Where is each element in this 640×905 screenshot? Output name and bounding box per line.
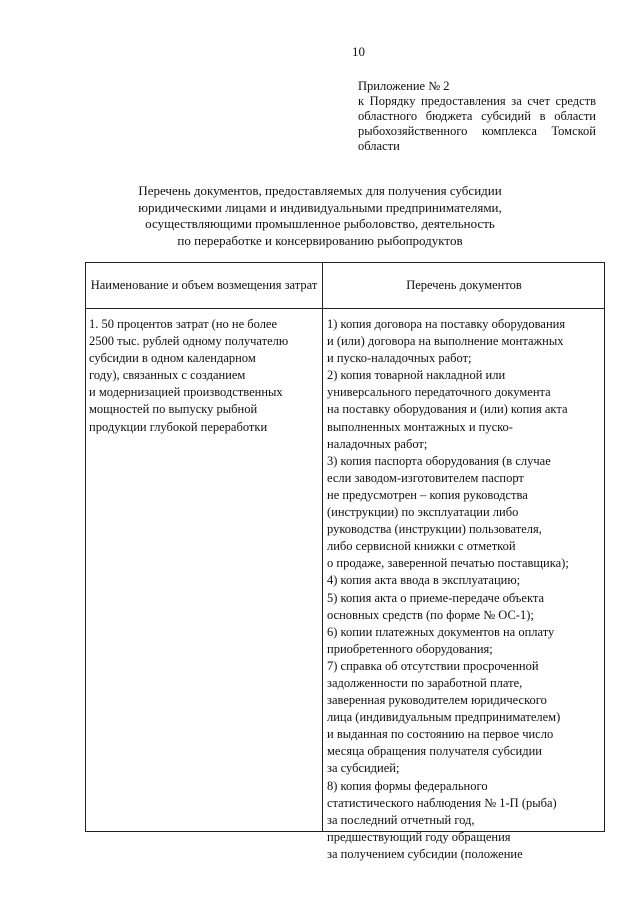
document-line: лица (индивидуальным предпринимателем) xyxy=(327,710,561,725)
document-line: задолженности по заработной плате, xyxy=(327,675,523,690)
header-document-list: Перечень документов xyxy=(406,278,522,292)
document-line: и пуско-наладочных работ; xyxy=(327,351,472,366)
appendix-line: Приложение № 2 xyxy=(358,79,450,93)
document-line: за последний отчетный год, xyxy=(327,812,475,827)
document-title xyxy=(100,183,540,249)
appendix-line: к Порядку предоставления за счет средств xyxy=(358,94,596,108)
document-line: на поставку оборудования и (или) копия акта xyxy=(327,402,568,417)
document-line: за субсидией; xyxy=(327,761,400,776)
document-line: (инструкции) по эксплуатации либо xyxy=(327,505,519,520)
appendix-note xyxy=(358,79,596,154)
document-line: заверенная руководителем юридического xyxy=(327,693,547,708)
table-column-divider xyxy=(322,263,323,831)
document-line: приобретенного оборудования; xyxy=(327,641,493,656)
document-line: и выданная по состоянию на первое число xyxy=(327,727,554,742)
appendix-line: рыбохозяйственного комплекса Томской xyxy=(358,124,596,138)
cost-line: мощностей по выпуску рыбной xyxy=(89,402,258,417)
document-line: за получением субсидии (положение xyxy=(327,846,523,861)
document-line: 7) справка об отсутствии просроченной xyxy=(327,658,539,673)
document-line: 1) копия договора на поставку оборудования xyxy=(327,317,566,331)
document-line: 5) копия акта о приеме-передаче объекта xyxy=(327,590,545,605)
cost-line: продукции глубокой переработки xyxy=(89,419,268,434)
document-line: месяца обращения получателя субсидии xyxy=(327,744,542,759)
document-line: 8) копия формы федерального xyxy=(327,778,488,793)
title-line: юридическими лицами и индивидуальными предпринимателями, xyxy=(138,199,502,215)
title-line: Перечень документов, предоставляемых для получения субсидии xyxy=(138,183,502,198)
document-line: выполненных монтажных и пуско- xyxy=(327,419,513,434)
document-list-cell xyxy=(327,316,603,863)
document-line: и (или) договора на выполнение монтажных xyxy=(327,334,564,349)
document-line: основных средств (по форме № ОС-1); xyxy=(327,607,534,622)
cost-line: и модернизацией производственных xyxy=(89,385,283,400)
document-line: не предусмотрен – копия руководства xyxy=(327,487,528,502)
page-number: 10 xyxy=(352,44,365,59)
document-line: 6) копии платежных документов на оплату xyxy=(327,624,555,639)
document-line: универсального передаточного документа xyxy=(327,385,551,400)
document-line: предшествующий году обращения xyxy=(327,829,511,844)
document-line: 4) копия акта ввода в эксплуатацию; xyxy=(327,573,521,588)
appendix-line: области xyxy=(358,139,400,153)
document-line: если заводом-изготовителем паспорт xyxy=(327,470,524,485)
table-header-divider xyxy=(86,308,604,309)
header-cost-name: Наименование и объем возмещения затрат xyxy=(90,278,318,292)
cost-line: 2500 тыс. рублей одному получателю xyxy=(89,334,289,349)
document-line: о продаже, заверенной печатью поставщика); xyxy=(327,556,569,571)
cost-description-cell xyxy=(89,316,317,436)
document-line: статистического наблюдения № 1-П (рыба) xyxy=(327,795,557,810)
cost-line: 1. 50 процентов затрат (но не более xyxy=(89,317,278,331)
document-line: 2) копия товарной накладной или xyxy=(327,368,506,383)
document-line: 3) копия паспорта оборудования (в случае xyxy=(327,453,551,468)
cost-line: году), связанных с созданием xyxy=(89,368,246,383)
documents-table xyxy=(85,262,605,861)
document-line: руководства (инструкции) пользователя, xyxy=(327,522,542,537)
appendix-line: областного бюджета субсидий в области xyxy=(358,109,596,123)
title-line: по переработке и консервированию рыбопродуктов xyxy=(177,232,463,248)
document-line: наладочных работ; xyxy=(327,436,428,451)
cost-line: субсидии в одном календарном xyxy=(89,351,256,366)
title-line: осуществляющими промышленное рыболовство, деятельность xyxy=(145,216,495,231)
document-line: либо сервисной книжки с отметкой xyxy=(327,539,516,554)
